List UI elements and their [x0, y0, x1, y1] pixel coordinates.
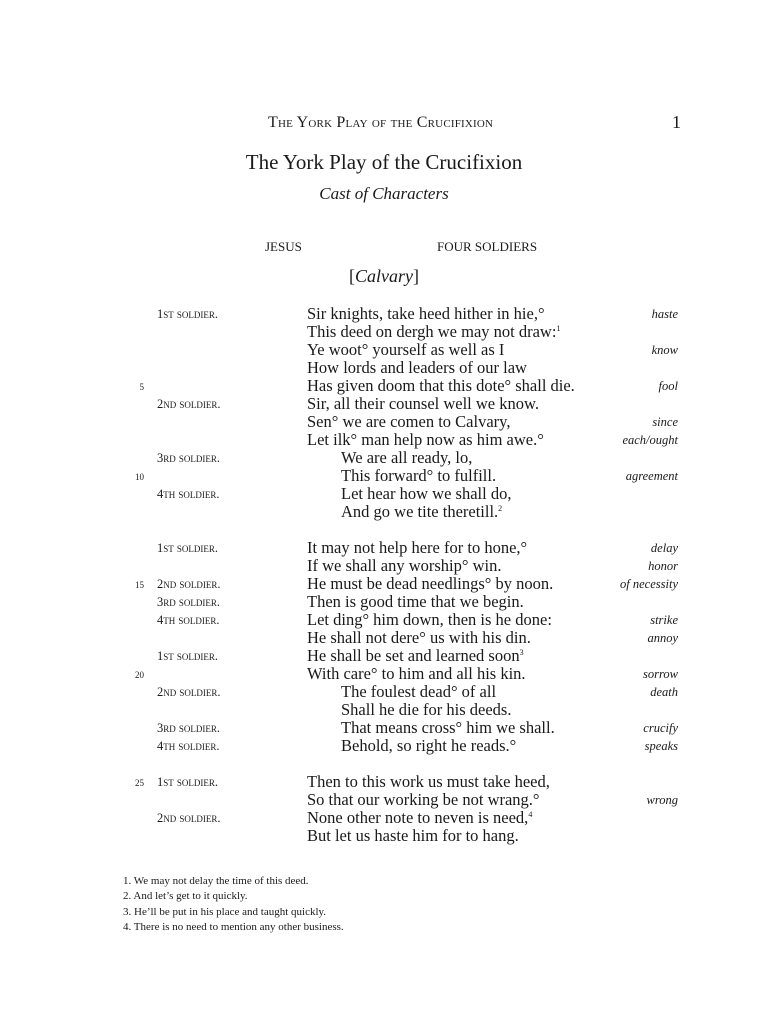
verse-text-line	[307, 430, 544, 450]
verse-line	[0, 664, 768, 682]
speaker-label: 4th soldier.	[157, 487, 220, 501]
marginal-gloss: agreement	[625, 469, 678, 483]
verse-line	[0, 592, 768, 610]
verse-line	[0, 556, 768, 574]
verse-text-line	[341, 448, 472, 468]
verse-text-line	[307, 376, 575, 396]
line-number: 15	[135, 580, 144, 590]
verse-text: But let us haste him for to hang.	[307, 826, 519, 845]
verse-line	[0, 700, 768, 718]
line-number: 10	[135, 472, 144, 482]
running-head: The York Play of the Crucifixion	[268, 114, 494, 131]
speaker-label: 3rd soldier.	[157, 721, 221, 735]
marginal-gloss: each/ought	[622, 433, 678, 447]
verse-text-line	[307, 322, 560, 342]
verse-line	[0, 628, 768, 646]
verse-text: He shall not dere° us with his din.	[307, 628, 531, 647]
page-number: 1	[672, 112, 681, 132]
verse-text-line	[307, 574, 553, 594]
verse-text: So that our working be not wrang.°	[307, 790, 540, 809]
footnotes	[123, 874, 344, 935]
line-number: 25	[135, 778, 144, 788]
verse-text: It may not help here for to hone,°	[307, 538, 528, 557]
verse-text: He shall be set and learned soon	[307, 646, 520, 665]
verse-line	[0, 682, 768, 700]
marginal-gloss: death	[650, 685, 678, 699]
verse-text: With care° to him and all his kin.	[307, 664, 526, 683]
verse-text-line	[341, 682, 496, 702]
speaker-label: 1st soldier.	[157, 307, 219, 321]
verse-line	[0, 466, 768, 484]
line-number: 20	[135, 670, 144, 680]
verse-line	[0, 610, 768, 628]
marginal-gloss: sorrow	[643, 667, 678, 681]
verse-text-line	[307, 610, 552, 630]
cast-member: JESUS	[265, 239, 302, 254]
verse-line	[0, 376, 768, 394]
verse-text: Then is good time that we begin.	[307, 592, 524, 611]
verse-text: None other note to neven is need,	[307, 808, 529, 827]
verse-text: Shall he die for his deeds.	[341, 700, 512, 719]
verse-text: Ye woot° yourself as well as I	[307, 340, 505, 359]
speaker-label: 2nd soldier.	[157, 685, 221, 699]
verse-text: Sir knights, take heed hither in hie,°	[307, 304, 545, 323]
verse-text-line	[307, 664, 526, 684]
marginal-gloss: annoy	[647, 631, 678, 645]
speaker-label: 3rd soldier.	[157, 451, 221, 465]
cast-heading: Cast of Characters	[319, 184, 449, 203]
verse-text-line	[341, 502, 502, 522]
verse-line	[0, 322, 768, 340]
marginal-gloss: strike	[650, 613, 678, 627]
marginal-gloss: of necessity	[620, 577, 678, 591]
verse-text-line	[307, 538, 527, 558]
marginal-gloss: since	[652, 415, 678, 429]
verse-text-line	[307, 412, 510, 432]
verse-text-line	[307, 358, 527, 378]
scene-heading	[0, 266, 768, 287]
verse-text-line	[307, 304, 545, 324]
footnote-marker: 1	[556, 324, 561, 333]
verse-line	[0, 412, 768, 430]
footnote: 1. We may not delay the time of this deed.	[123, 875, 309, 887]
verse-text-line	[307, 772, 550, 792]
verse-line	[0, 358, 768, 376]
verse-text-line	[307, 592, 524, 612]
verse-text: And go we tite theretill.	[341, 502, 499, 521]
speaker-label: 1st soldier.	[157, 649, 219, 663]
bracket-close: ]	[413, 266, 419, 286]
verse-text: Let ilk° man help now as him awe.°	[307, 430, 544, 449]
verse-line	[0, 826, 768, 844]
verse-line	[0, 394, 768, 412]
verse-line	[0, 574, 768, 592]
verse-line	[0, 448, 768, 466]
marginal-gloss: delay	[650, 541, 678, 555]
marginal-gloss: honor	[648, 559, 678, 573]
line-number: 5	[139, 382, 144, 392]
verse-text-line	[341, 718, 555, 738]
footnote: 3. He’ll be put in his place and taught quickly.	[123, 905, 327, 918]
verse-text-line	[341, 484, 511, 504]
verse-text: Then to this work us must take heed,	[307, 772, 550, 791]
verse-line	[0, 430, 768, 448]
verse-line	[0, 718, 768, 736]
verse-text-line	[307, 628, 531, 648]
verse-text-line	[307, 826, 519, 846]
marginal-gloss: know	[651, 343, 678, 357]
play-title: The York Play of the Crucifixion	[245, 150, 523, 174]
verse-text-line	[307, 790, 540, 810]
verse-text: The foulest dead° of all	[341, 682, 497, 701]
speaker-label: 2nd soldier.	[157, 397, 221, 411]
footnote: 4. There is no need to mention any other business.	[123, 920, 344, 933]
verse-text: Sen° we are comen to Calvary,	[307, 412, 511, 431]
verse-text-line	[307, 808, 532, 828]
speaker-label: 4th soldier.	[157, 613, 220, 627]
verse-text: If we shall any worship° win.	[307, 556, 502, 575]
marginal-gloss: fool	[658, 379, 678, 393]
verse-line	[0, 808, 768, 826]
verse-text: This forward° to fulfill.	[341, 466, 497, 485]
speaker-label: 2nd soldier.	[157, 577, 221, 591]
footnote-marker: 2	[498, 504, 503, 513]
speaker-label: 1st soldier.	[157, 775, 219, 789]
verse-text-line	[341, 466, 496, 486]
marginal-gloss: haste	[651, 307, 678, 321]
verse-line	[0, 340, 768, 358]
cast-member: FOUR SOLDIERS	[437, 239, 538, 254]
verse-text: That means cross° him we shall.	[341, 718, 555, 737]
verse-line	[0, 484, 768, 502]
verse-text-line	[307, 556, 501, 576]
footnote: 2. And let’s get to it quickly.	[123, 890, 248, 903]
verse-line	[0, 790, 768, 808]
verse-text: This deed on dergh we may not draw:	[307, 322, 557, 341]
verse-text-line	[307, 394, 539, 414]
verse-text: Let ding° him down, then is he done:	[307, 610, 552, 629]
marginal-gloss: speaks	[644, 739, 678, 753]
verse-text-line	[307, 646, 524, 666]
marginal-gloss: crucify	[643, 721, 678, 735]
verse-text: How lords and leaders of our law	[307, 358, 527, 377]
verse-line	[0, 538, 768, 556]
marginal-gloss: wrong	[646, 793, 678, 807]
verse-text-line	[341, 700, 511, 720]
verse-text: Has given doom that this dote° shall die.	[307, 376, 575, 395]
verse-text: We are all ready, lo,	[341, 448, 473, 467]
speaker-label: 4th soldier.	[157, 739, 220, 753]
footnote-marker: 3	[519, 648, 524, 657]
speaker-label: 1st soldier.	[157, 541, 219, 555]
bracket-open: [	[349, 266, 355, 286]
verse-text-line	[341, 736, 516, 756]
speaker-label: 2nd soldier.	[157, 811, 221, 825]
verse-line	[0, 646, 768, 664]
verse-line	[0, 772, 768, 790]
verse-text: Sir, all their counsel well we know.	[307, 394, 539, 413]
verse-line	[0, 304, 768, 322]
footnote-marker: 4	[528, 810, 533, 819]
verse-line	[0, 502, 768, 520]
verse-text: Let hear how we shall do,	[341, 484, 512, 503]
verse-text: He must be dead needlings° by noon.	[307, 574, 554, 593]
speaker-label: 3rd soldier.	[157, 595, 221, 609]
verse-text: Behold, so right he reads.°	[341, 736, 517, 755]
scene-name: Calvary	[355, 266, 413, 286]
verse-line	[0, 736, 768, 754]
verse-text-line	[307, 340, 504, 360]
